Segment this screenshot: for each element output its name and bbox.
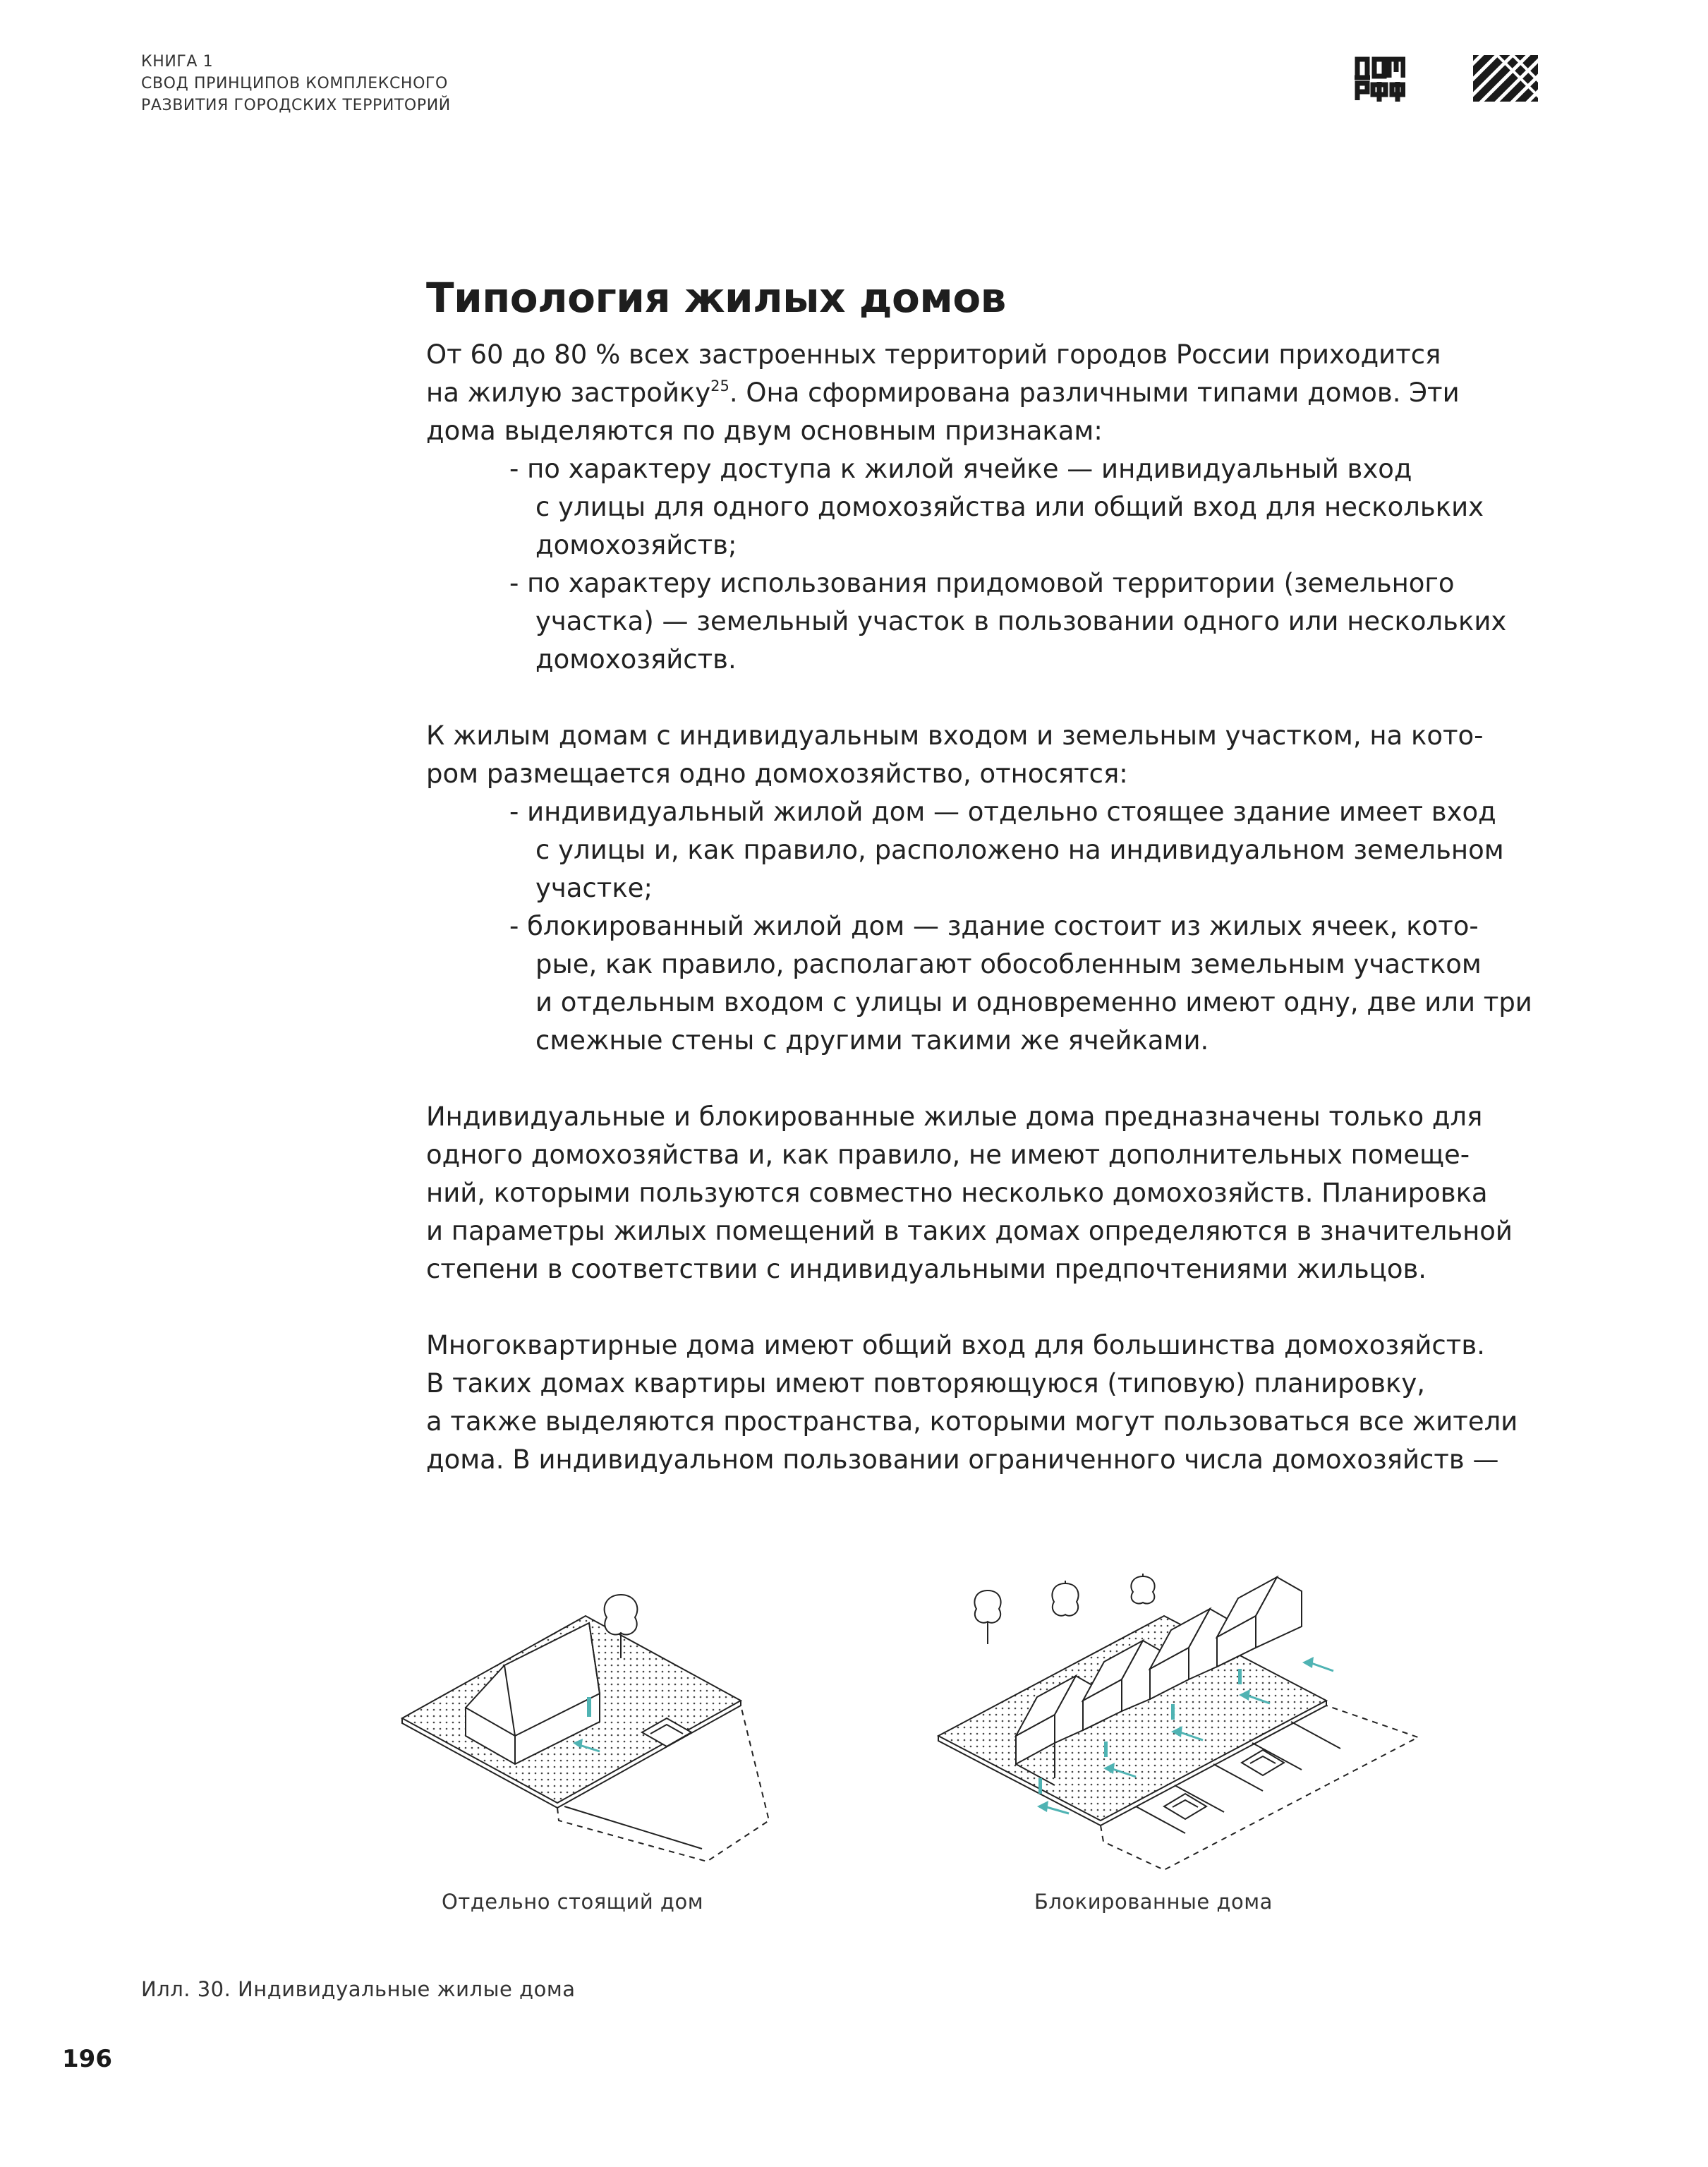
header-book: КНИГА 1 <box>141 53 214 71</box>
dom-rf-logo <box>1353 55 1405 103</box>
car-icon <box>1242 1750 1284 1775</box>
text-line: а также выделяются пространства, которыми могут пользоваться все жители <box>426 1406 1518 1437</box>
list-item: - по характеру использования придомовой территории (земельного <box>509 568 1455 598</box>
text-line: и параметры жилых помещений в таких домах определяются в значительной <box>426 1216 1513 1246</box>
list-item: - индивидуальный жилой дом — отдельно стоящее здание имеет вход <box>509 797 1496 827</box>
page-number: 196 <box>62 2045 112 2073</box>
car-icon <box>1164 1794 1206 1819</box>
text-line: участка) — земельный участок в пользовании одного или нескольких <box>535 606 1507 636</box>
tree-icon <box>1131 1574 1154 1604</box>
footnote-ref[interactable]: 25 <box>710 377 729 394</box>
text-line: степени в соответствии с индивидуальными предпочтениями жильцов. <box>426 1254 1427 1284</box>
text-line: дома. В индивидуальном пользовании ограниченного числа домохозяйств — <box>426 1444 1499 1475</box>
list-item: - блокированный жилой дом — здание состоит из жилых ячеек, кото- <box>509 911 1479 941</box>
page-title: Типология жилых домов <box>426 274 1006 322</box>
text-line: Индивидуальные и блокированные жилые дома предназначены только для <box>426 1101 1483 1132</box>
text-line: Многоквартирные дома имеют общий вход для большинства домохозяйств. <box>426 1330 1485 1360</box>
text-line: От 60 до 80 % всех застроенных территорий городов России приходится <box>426 339 1441 370</box>
detached-house-illustration <box>388 1588 769 1870</box>
text-line: домохозяйств; <box>535 530 737 560</box>
header-title-line1: СВОД ПРИНЦИПОВ КОМПЛЕКСНОГО <box>141 75 448 92</box>
pattern-logo <box>1473 55 1538 102</box>
running-header <box>141 51 451 116</box>
text-line: участке; <box>535 873 653 903</box>
text-line: и отдельным входом с улицы и одновременно имеют одну, две или три <box>535 987 1532 1018</box>
text-line: домохозяйств. <box>535 644 737 675</box>
paragraph-individual-houses <box>426 717 1532 1060</box>
text-line: на жилую застройку$^{25}$. Она сформирована различными типами домов. Эти <box>426 377 1460 408</box>
text-line: В таких домах квартиры имеют повторяющуюся (типовую) планировку, <box>426 1368 1426 1399</box>
paragraph-apartment-buildings <box>426 1327 1527 1479</box>
text-line: с улицы и, как правило, расположено на индивидуальном земельном <box>535 835 1504 865</box>
text-line: ний, которыми пользуются совместно несколько домохозяйств. Планировка <box>426 1178 1488 1208</box>
blocked-houses-illustration <box>931 1574 1425 1877</box>
text-line: ром размещается одно домохозяйство, относятся: <box>426 759 1128 789</box>
header-title-line2: РАЗВИТИЯ ГОРОДСКИХ ТЕРРИТОРИЙ <box>141 97 451 114</box>
list-item: - по характеру доступа к жилой ячейке — индивидуальный вход <box>509 454 1412 484</box>
text-line: рые, как правило, располагают обособленным земельным участком <box>535 949 1482 979</box>
text-line: К жилым домам с индивидуальным входом и земельным участком, на кото- <box>426 720 1484 751</box>
tree-icon <box>974 1590 1000 1644</box>
text-line: одного домохозяйства и, как правило, не имеют дополнительных помеще- <box>426 1140 1470 1170</box>
text-line: смежные стены с другими такими же ячейками. <box>535 1025 1209 1056</box>
figure-caption: Илл. 30. Индивидуальные жилые дома <box>141 1977 576 2001</box>
paragraph-intro <box>426 336 1527 679</box>
illustration-caption-detached: Отдельно стоящий дом <box>442 1890 704 1914</box>
text-line: с улицы для одного домохозяйства или общий вход для нескольких <box>535 492 1484 522</box>
paragraph-single-household <box>426 1098 1527 1288</box>
tree-icon <box>1052 1581 1078 1616</box>
illustration-caption-blocked: Блокированные дома <box>1034 1890 1273 1914</box>
text-line: дома выделяются по двум основным признакам: <box>426 416 1103 446</box>
